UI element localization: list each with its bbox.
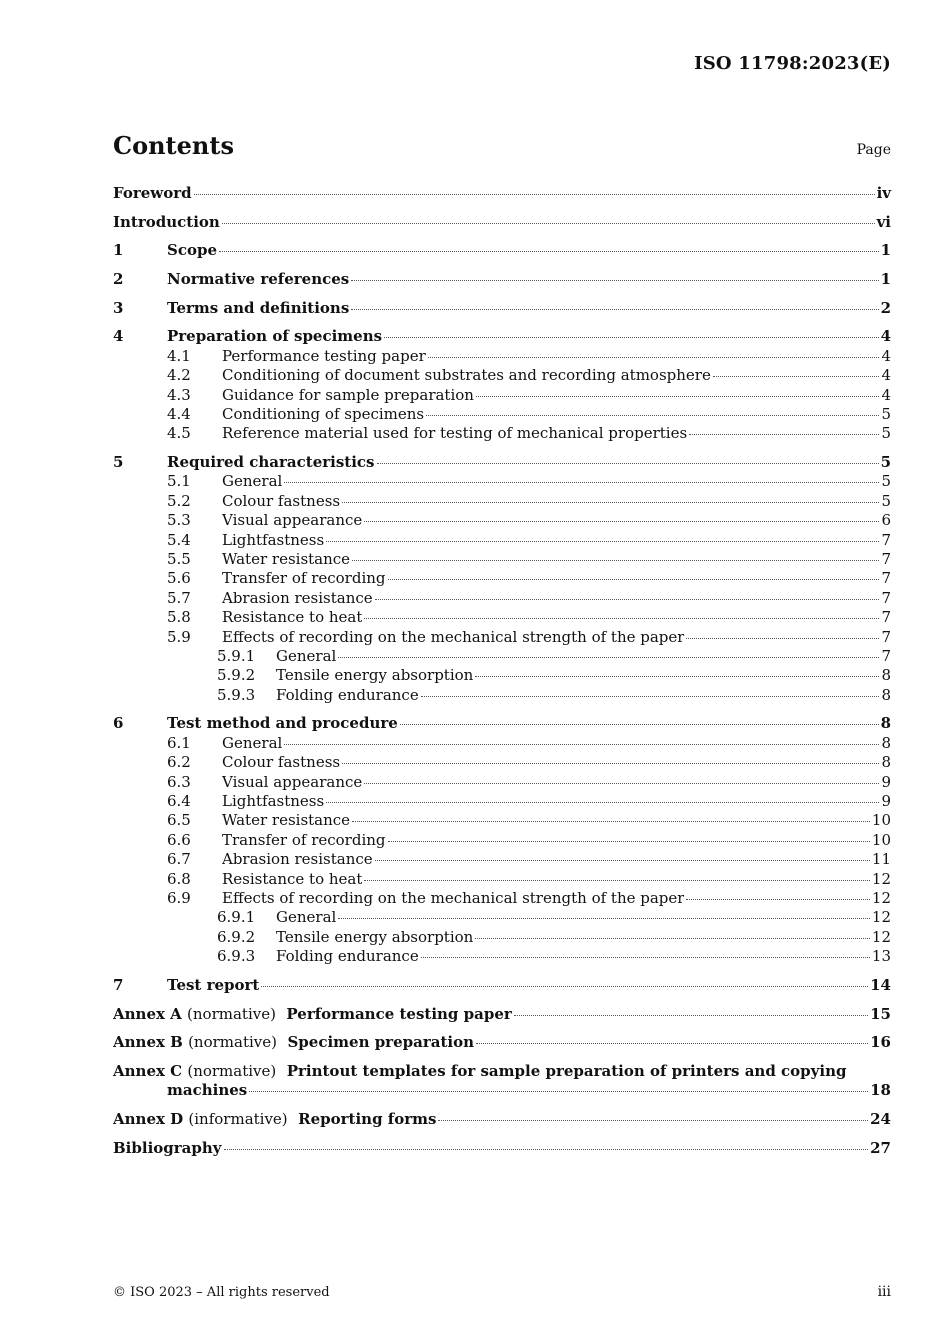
dot-leader	[352, 821, 870, 822]
annex-label: Annex C	[113, 1061, 183, 1080]
toc-number: 4.2	[167, 366, 191, 385]
dot-leader	[249, 1091, 868, 1092]
toc-number: 6.4	[167, 792, 191, 811]
annex-kind: (normative)	[188, 1033, 277, 1052]
annex-title: Specimen preparation	[287, 1033, 474, 1052]
toc-number: 6.9.1	[217, 908, 256, 927]
dot-leader	[261, 986, 868, 987]
dot-leader	[352, 560, 879, 561]
toc-entry-5-8[interactable]	[113, 608, 891, 627]
toc-page: 8	[881, 685, 891, 704]
toc-number: 5.1	[167, 472, 191, 491]
toc-page: 4	[881, 385, 891, 404]
toc-page: 7	[881, 550, 891, 569]
toc-page: 11	[871, 850, 891, 869]
toc-entry-section-2[interactable]	[113, 270, 891, 289]
toc-number: 6.7	[167, 850, 191, 869]
toc-page: 5	[881, 491, 891, 510]
toc-title: Colour fastness	[222, 753, 341, 772]
toc-number: 1	[113, 241, 124, 260]
toc-entry-5-2[interactable]	[113, 492, 891, 511]
toc-number: 6.6	[167, 830, 191, 849]
toc-number: 5.7	[167, 588, 191, 607]
toc-page: 1	[880, 241, 891, 260]
toc-page: 7	[881, 627, 891, 646]
dot-leader	[326, 541, 879, 542]
toc-entry-annex-b[interactable]	[113, 1033, 891, 1052]
toc-page: 13	[871, 947, 891, 966]
dot-leader	[338, 657, 879, 658]
toc-title: Colour fastness	[222, 491, 341, 510]
toc-title: Resistance to heat	[222, 608, 363, 627]
dot-leader	[338, 918, 870, 919]
dot-leader	[476, 1043, 868, 1044]
toc-title: Test report	[167, 975, 260, 994]
toc-page: 8	[881, 753, 891, 772]
toc-entry-section-6[interactable]	[113, 714, 891, 733]
toc-title: Effects of recording on the mechanical strength of the paper	[222, 888, 685, 907]
toc-number: 5.3	[167, 511, 191, 530]
toc-number: 5.6	[167, 569, 191, 588]
dot-leader	[342, 502, 879, 503]
toc-page: 12	[871, 927, 891, 946]
toc-entry-6-9-1[interactable]	[113, 908, 891, 927]
table-of-contents	[113, 184, 891, 1158]
toc-number: 6	[113, 714, 124, 733]
toc-entry-6-5[interactable]	[113, 811, 891, 830]
toc-title: Bibliography	[113, 1138, 222, 1157]
annex-title: Printout templates for sample preparation of printers and copying	[286, 1061, 847, 1080]
dot-leader	[476, 396, 880, 397]
dot-leader	[219, 251, 879, 252]
toc-entry-6-1[interactable]	[113, 734, 891, 753]
toc-entry-section-7[interactable]	[113, 976, 891, 995]
toc-number: 6.3	[167, 772, 191, 791]
dot-leader	[400, 724, 879, 725]
toc-title: Tensile energy absorption	[276, 666, 474, 685]
toc-entry-4-3[interactable]	[113, 386, 891, 405]
toc-title	[113, 1005, 512, 1024]
dot-leader	[364, 783, 879, 784]
toc-page: 24	[870, 1109, 891, 1128]
toc-entry-4-2[interactable]	[113, 366, 891, 385]
toc-page: 1	[880, 270, 891, 289]
toc-page: 8	[881, 733, 891, 752]
toc-page: 14	[870, 975, 891, 994]
toc-number: 5	[113, 453, 124, 472]
toc-entry-5-7[interactable]	[113, 589, 891, 608]
toc-number: 4.5	[167, 424, 191, 443]
toc-entry-section-1[interactable]	[113, 241, 891, 260]
toc-entry-introduction[interactable]	[113, 213, 891, 232]
toc-entry-5-6[interactable]	[113, 569, 891, 588]
toc-title: Required characteristics	[167, 453, 375, 472]
dot-leader	[421, 957, 870, 958]
toc-entry-annex-d[interactable]	[113, 1110, 891, 1129]
annex-kind: (informative)	[188, 1109, 288, 1128]
toc-page: vi	[876, 212, 891, 231]
toc-number: 3	[113, 298, 124, 317]
toc-entry-4-4[interactable]	[113, 405, 891, 424]
toc-page: 7	[881, 569, 891, 588]
toc-entry-6-7[interactable]	[113, 850, 891, 869]
toc-title: Conditioning of document substrates and recording atmosphere	[222, 366, 711, 385]
dot-leader	[284, 482, 879, 483]
toc-entry-6-8[interactable]	[113, 870, 891, 889]
toc-page: 10	[871, 830, 891, 849]
toc-page: 15	[870, 1004, 891, 1023]
toc-entry-6-9[interactable]	[113, 889, 891, 908]
toc-title: Transfer of recording	[222, 569, 386, 588]
toc-page: 7	[881, 608, 891, 627]
toc-title: Visual appearance	[222, 772, 363, 791]
toc-title: Test method and procedure	[167, 714, 398, 733]
toc-page: 2	[880, 298, 891, 317]
toc-title: Resistance to heat	[222, 869, 363, 888]
document-id: ISO 11798:2023(E)	[694, 53, 891, 74]
toc-entry-6-3[interactable]	[113, 773, 891, 792]
dot-leader	[364, 880, 870, 881]
annex-kind: (normative)	[187, 1004, 276, 1023]
dot-leader	[342, 763, 879, 764]
toc-page: 9	[881, 772, 891, 791]
toc-title: Terms and definitions	[167, 298, 350, 317]
toc-entry-6-9-3[interactable]	[113, 947, 891, 966]
toc-number: 5.4	[167, 530, 191, 549]
toc-page: 8	[880, 714, 891, 733]
toc-page: 6	[881, 511, 891, 530]
toc-number: 6.9	[167, 888, 191, 907]
page-title: Contents	[113, 131, 234, 160]
toc-entry-5-4[interactable]	[113, 531, 891, 550]
toc-entry-5-9-1[interactable]	[113, 647, 891, 666]
dot-leader	[388, 579, 880, 580]
toc-page: 12	[871, 869, 891, 888]
toc-title: General	[222, 472, 283, 491]
toc-title: Foreword	[113, 184, 192, 202]
annex-title: Performance testing paper	[286, 1004, 512, 1023]
annex-label: Annex A	[113, 1004, 182, 1023]
toc-page: 4	[881, 366, 891, 385]
toc-entry-section-4[interactable]	[113, 327, 891, 346]
toc-entry-section-3[interactable]	[113, 299, 891, 318]
toc-page: 5	[880, 453, 891, 472]
toc-entry-5-9[interactable]	[113, 628, 891, 647]
toc-page: 5	[881, 472, 891, 491]
toc-title: Folding endurance	[276, 947, 419, 966]
page-number: iii	[877, 1284, 891, 1300]
toc-number: 6.2	[167, 753, 191, 772]
toc-entry-bibliography[interactable]	[113, 1139, 891, 1158]
toc-title: General	[276, 646, 337, 665]
toc-title: Water resistance	[222, 550, 351, 569]
toc-title: Folding endurance	[276, 685, 419, 704]
dot-leader	[364, 521, 879, 522]
toc-entry-6-9-2[interactable]	[113, 928, 891, 947]
dot-leader	[689, 434, 879, 435]
toc-number: 5.5	[167, 550, 191, 569]
toc-number: 5.8	[167, 608, 191, 627]
toc-title	[113, 1033, 474, 1052]
toc-title	[113, 1110, 436, 1129]
dot-leader	[351, 280, 878, 281]
dot-leader	[438, 1120, 868, 1121]
dot-leader	[428, 357, 880, 358]
toc-number: 6.8	[167, 869, 191, 888]
toc-page: 4	[881, 346, 891, 365]
annex-kind: (normative)	[187, 1061, 277, 1080]
toc-title: Conditioning of specimens	[222, 405, 425, 423]
toc-page: 8	[881, 666, 891, 685]
toc-entry-foreword[interactable]	[113, 184, 891, 203]
toc-page: 5	[881, 405, 891, 423]
dot-leader	[377, 463, 879, 464]
page-column-label: Page	[856, 142, 891, 158]
toc-number: 4.4	[167, 405, 191, 423]
toc-title: Lightfastness	[222, 792, 325, 811]
toc-title: Water resistance	[222, 811, 351, 830]
toc-title: Tensile energy absorption	[276, 927, 474, 946]
toc-number: 5.9	[167, 627, 191, 646]
dot-leader	[224, 1149, 869, 1150]
toc-entry-5-9-2[interactable]	[113, 666, 891, 685]
annex-title-continued: machines	[167, 1081, 248, 1100]
toc-entry-section-5[interactable]	[113, 453, 891, 472]
dot-leader	[686, 638, 879, 639]
toc-page: 27	[870, 1138, 891, 1157]
toc-page: 7	[881, 588, 891, 607]
annex-label: Annex B	[113, 1033, 183, 1052]
toc-title: Transfer of recording	[222, 830, 386, 849]
toc-entry-4-5[interactable]	[113, 424, 891, 443]
toc-page: 12	[871, 908, 891, 927]
dot-leader	[194, 194, 875, 195]
toc-title: General	[276, 908, 337, 927]
toc-entry-5-5[interactable]	[113, 550, 891, 569]
toc-title: Introduction	[113, 212, 220, 231]
dot-leader	[351, 309, 878, 310]
toc-page: 5	[881, 424, 891, 443]
copyright-notice: © ISO 2023 – All rights reserved	[113, 1285, 330, 1300]
dot-leader	[375, 860, 870, 861]
toc-number: 5.9.2	[217, 666, 256, 685]
toc-page: 16	[870, 1033, 891, 1052]
toc-page: iv	[876, 184, 891, 202]
toc-number: 7	[113, 975, 124, 994]
dot-leader	[284, 744, 879, 745]
dot-leader	[475, 676, 879, 677]
toc-entry-6-2[interactable]	[113, 753, 891, 772]
toc-entry-6-4[interactable]	[113, 792, 891, 811]
toc-title: Guidance for sample preparation	[222, 385, 474, 404]
toc-number: 4.3	[167, 385, 191, 404]
annex-c-first-line	[113, 1062, 891, 1081]
toc-number: 5.9.3	[217, 685, 256, 704]
dot-leader	[388, 841, 870, 842]
dot-leader	[364, 618, 879, 619]
toc-entry-4-1[interactable]	[113, 347, 891, 366]
dot-leader	[713, 376, 880, 377]
toc-page: 18	[870, 1081, 891, 1100]
dot-leader	[426, 415, 879, 416]
toc-page: 4	[880, 327, 891, 346]
toc-page: 7	[881, 530, 891, 549]
toc-number: 4.1	[167, 346, 191, 365]
dot-leader	[384, 337, 878, 338]
annex-c-continuation	[113, 1081, 891, 1100]
toc-page: 10	[871, 811, 891, 830]
toc-entry-5-1[interactable]	[113, 472, 891, 491]
toc-number: 6.1	[167, 733, 191, 752]
toc-number: 6.9.2	[217, 927, 256, 946]
toc-title: Preparation of specimens	[167, 327, 383, 346]
toc-number: 6.5	[167, 811, 191, 830]
dot-leader	[421, 696, 880, 697]
toc-number: 5.9.1	[217, 646, 256, 665]
dot-leader	[222, 223, 875, 224]
dot-leader	[375, 599, 880, 600]
dot-leader	[475, 938, 870, 939]
toc-title: General	[222, 733, 283, 752]
annex-title: Reporting forms	[298, 1109, 437, 1128]
toc-title: Abrasion resistance	[222, 588, 373, 607]
toc-entry-5-9-3[interactable]	[113, 686, 891, 705]
dot-leader	[514, 1015, 868, 1016]
toc-entry-6-6[interactable]	[113, 831, 891, 850]
toc-title: Normative references	[167, 270, 350, 289]
toc-title: Reference material used for testing of mechanical properties	[222, 424, 688, 443]
toc-title: Abrasion resistance	[222, 850, 373, 869]
toc-number: 4	[113, 327, 124, 346]
toc-page: 12	[871, 888, 891, 907]
toc-title: Scope	[167, 241, 218, 260]
toc-entry-annex-c[interactable]	[113, 1062, 891, 1101]
toc-title: Performance testing paper	[222, 346, 426, 365]
dot-leader	[326, 802, 879, 803]
toc-page: 7	[881, 646, 891, 665]
toc-title: Lightfastness	[222, 530, 325, 549]
toc-page: 9	[881, 792, 891, 811]
toc-number: 5.2	[167, 491, 191, 510]
toc-entry-5-3[interactable]	[113, 511, 891, 530]
toc-entry-annex-a[interactable]	[113, 1005, 891, 1024]
dot-leader	[686, 899, 869, 900]
toc-title: Effects of recording on the mechanical strength of the paper	[222, 627, 685, 646]
annex-label: Annex D	[113, 1109, 184, 1128]
toc-title: Visual appearance	[222, 511, 363, 530]
toc-number: 6.9.3	[217, 947, 256, 966]
toc-number: 2	[113, 270, 124, 289]
